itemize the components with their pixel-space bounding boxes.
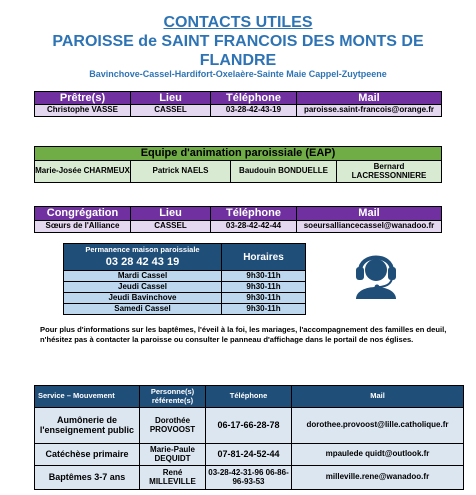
- services-header-2: Téléphone: [206, 386, 292, 408]
- eap-title: Equipe d'animation paroissiale (EAP): [35, 147, 442, 161]
- service-name-2: Baptêmes 3-7 ans: [35, 466, 140, 490]
- cong-lieu: CASSEL: [131, 221, 211, 233]
- cong-name: Sœurs de l'Alliance: [35, 221, 131, 233]
- title-paroisse: PAROISSE de SAINT FRANCOIS DES MONTS DE: [52, 33, 424, 50]
- pretres-phone: 03-28-42-43-19: [211, 105, 297, 117]
- permanence-phone: 03 28 42 43 19: [105, 255, 180, 268]
- pretres-header-3: Mail: [297, 92, 442, 105]
- service-person-0: Dorothée PROVOOST: [140, 408, 206, 444]
- perm-day-1: Jeudi Cassel: [64, 282, 222, 293]
- perm-hours-0: 9h30-11h: [222, 271, 306, 282]
- eap-member-2: Baudouin BONDUELLE: [231, 161, 337, 183]
- info-paragraph: Pour plus d'informations sur les baptêmes, l'éveil à la foi, les mariages, l'accompagnement des familles en deuil, n'hésitez pas à contacter la paroisse ou consulter le panneau d'affichage dans le portail de nos églises.: [40, 325, 447, 345]
- pretres-name: Christophe VASSE: [35, 105, 131, 117]
- cong-mail: soeursalliancecassel@wanadoo.fr: [297, 221, 442, 233]
- perm-hours-3: 9h30-11h: [222, 304, 306, 315]
- title-flandre: FLANDRE: [199, 52, 277, 69]
- permanence-table: [63, 243, 306, 315]
- services-table: [34, 385, 464, 490]
- pretres-header-0: Prêtre(s): [35, 92, 131, 105]
- services-header-3: Mail: [292, 386, 464, 408]
- service-mail-1: mpaulede quidt@outlook.fr: [292, 444, 464, 466]
- cong-header-0: Congrégation: [35, 207, 131, 221]
- perm-day-2: Jeudi Bavinchove: [64, 293, 222, 304]
- perm-hours-2: 9h30-11h: [222, 293, 306, 304]
- service-name-0: Aumônerie de l'enseignement public: [35, 408, 140, 444]
- service-person-2: René MILLEVILLE: [140, 466, 206, 490]
- pretres-mail: paroisse.saint-francois@orange.fr: [297, 105, 442, 117]
- services-header-1: Personne(s) référente(s): [140, 386, 206, 408]
- eap-member-1: Patrick NAELS: [131, 161, 231, 183]
- cong-phone: 03-28-42-42-44: [211, 221, 297, 233]
- eap-member-0: Marie-Josée CHARMEUX: [35, 161, 131, 183]
- perm-day-3: Samedi Cassel: [64, 304, 222, 315]
- cong-header-2: Téléphone: [211, 207, 297, 221]
- service-phone-2: 03-28-42-31-96 06-86-96-93-53: [206, 466, 292, 490]
- cong-header-3: Mail: [297, 207, 442, 221]
- villages-line: Bavinchove-Cassel-Hardifort-Oxelaère-Sainte Maie Cappel-Zuytpeene: [89, 69, 387, 79]
- perm-hours-1: 9h30-11h: [222, 282, 306, 293]
- service-mail-2: milleville.rene@wanadoo.fr: [292, 466, 464, 490]
- service-mail-0: dorothee.provoost@lille.catholique.fr: [292, 408, 464, 444]
- service-phone-1: 07-81-24-52-44: [206, 444, 292, 466]
- service-person-1: Marie-Paule DEQUIDT: [140, 444, 206, 466]
- eap-member-3: Bernard LACRESSONNIERE: [337, 161, 442, 183]
- congregation-table: [34, 206, 442, 233]
- permanence-label: Permanence maison paroissiale: [85, 245, 200, 255]
- service-name-1: Catéchèse primaire: [35, 444, 140, 466]
- title-contacts: CONTACTS UTILES: [163, 14, 313, 31]
- services-header-0: Service – Mouvement: [35, 386, 140, 408]
- service-phone-0: 06-17-66-28-78: [206, 408, 292, 444]
- pretres-lieu: CASSEL: [131, 105, 211, 117]
- perm-day-0: Mardi Cassel: [64, 271, 222, 282]
- pretres-header-1: Lieu: [131, 92, 211, 105]
- eap-table: [34, 146, 442, 183]
- hours-header: Horaires: [222, 244, 306, 271]
- cong-header-1: Lieu: [131, 207, 211, 221]
- pretres-table: [34, 91, 442, 117]
- pretres-header-2: Téléphone: [211, 92, 297, 105]
- headset-icon: [350, 243, 402, 299]
